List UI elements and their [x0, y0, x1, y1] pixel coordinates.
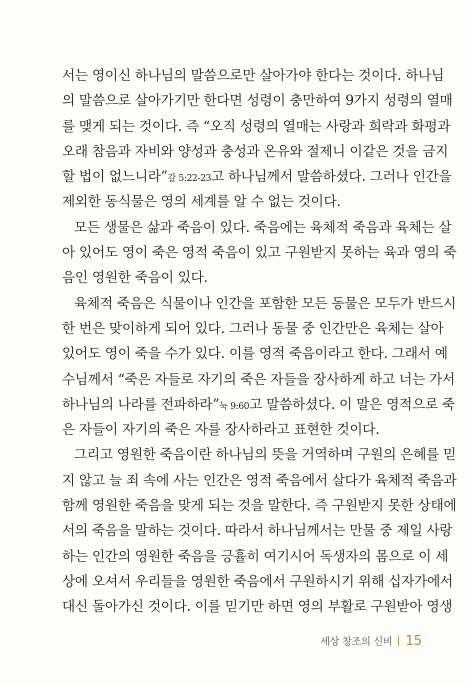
line-text: 상에 오셔서 우리들을 영원한 죽음에서 구원하시기 위해 십자가에서	[62, 573, 453, 590]
line-text: 지 않고 늘 죄 속에 사는 인간은 영적 죽음에서 살다가 육체적 죽음과	[62, 472, 457, 489]
text-line	[62, 393, 455, 418]
line-text: 함께 영원한 죽음을 맞게 되는 것을 말한다. 즉 구원받지 못한 상태에	[62, 498, 457, 515]
body-text	[62, 64, 457, 621]
text-line	[62, 494, 457, 519]
text-line	[62, 545, 449, 570]
text-line	[62, 317, 444, 342]
text-line	[62, 241, 457, 266]
text-line	[62, 115, 451, 140]
page-footer	[320, 630, 422, 650]
line-text: 은 자들이 자기의 죽은 자를 장사하라고 표현한 것이다.	[62, 422, 380, 439]
scripture-citation: 갈 5:22-23	[167, 174, 212, 185]
line-text: 를 맺게 되는 것이다. 즉 “오직 성령의 열매는 사랑과 희락과 화평과	[62, 118, 451, 135]
text-line	[62, 570, 453, 595]
line-text: 대신 돌아가신 것이다. 이를 믿기만 하면 영의 부활로 구원받아 영생	[62, 599, 453, 616]
text-line	[62, 368, 455, 393]
line-text: 음인 영원한 죽음이 있다.	[62, 270, 208, 287]
line-text: 하는 인간의 영원한 죽음을 긍휼히 여기시어 독생자의 몸으로 이 세	[62, 548, 449, 565]
text-line	[62, 443, 457, 468]
text-line	[62, 165, 452, 190]
scripture-citation: 눅 9:60	[219, 401, 250, 412]
line-text: 고 말씀하셨다. 이 말은 영적으로 죽	[249, 396, 455, 413]
running-title: 세상 창조의 신비	[320, 637, 393, 648]
line-text: 하나님의 나라를 전파하라”	[62, 396, 220, 413]
text-line	[62, 595, 453, 620]
text-line	[62, 342, 448, 367]
footer-separator	[398, 636, 399, 646]
line-text: 제외한 동식물은 영의 세계를 알 수 없는 것이다.	[62, 194, 341, 211]
text-line	[62, 216, 452, 241]
text-line	[62, 89, 453, 114]
line-text: 그리고 영원한 죽음이란 하나님의 뜻을 거역하며 구원의 은혜를 믿	[74, 447, 457, 464]
text-line	[62, 64, 445, 89]
line-text: 아 있어도 영이 죽은 영적 죽음이 있고 구원받지 못하는 육과 영의 죽	[62, 245, 457, 262]
line-text: 모든 생물은 삶과 죽음이 있다. 죽음에는 육체적 죽음과 육체는 살	[74, 219, 452, 236]
line-text: 고 하나님께서 말씀하셨다. 그러나 인간을	[211, 169, 452, 186]
line-text: 의 말씀으로 살아가기만 한다면 성령이 충만하여 9가지 성령의 열매	[62, 93, 453, 110]
text-line	[62, 292, 457, 317]
line-text: 있어도 영이 죽을 수가 있다. 이를 영적 죽음이라고 한다. 그래서 예	[62, 346, 448, 363]
text-line	[62, 190, 412, 215]
text-line	[62, 418, 412, 443]
text-line	[62, 469, 457, 494]
line-text: 할 법이 없느니라”	[62, 169, 168, 186]
line-text: 수님께서 “죽은 자들로 자기의 죽은 자들을 장사하게 하고 너는 가서	[62, 371, 455, 388]
line-text: 오래 참음과 자비와 양성과 충성과 온유와 절제니 이같은 것을 금지	[62, 143, 449, 160]
line-text: 서는 영이신 하나님의 말씀으로만 살아가야 한다는 것이다. 하나님	[62, 68, 445, 84]
page-number: 15	[405, 634, 422, 649]
text-line	[62, 266, 412, 291]
text-line	[62, 519, 453, 544]
line-text: 육체적 죽음은 식물이나 인간을 포함한 모든 동물은 모두가 반드시	[74, 295, 457, 312]
line-text: 서의 죽음을 말하는 것이다. 따라서 하나님께서는 만물 중 제일 사랑	[62, 523, 453, 540]
text-line	[62, 140, 449, 165]
line-text: 한 번은 맞이하게 되어 있다. 그러나 동물 중 인간만은 육체는 살아	[62, 320, 444, 337]
